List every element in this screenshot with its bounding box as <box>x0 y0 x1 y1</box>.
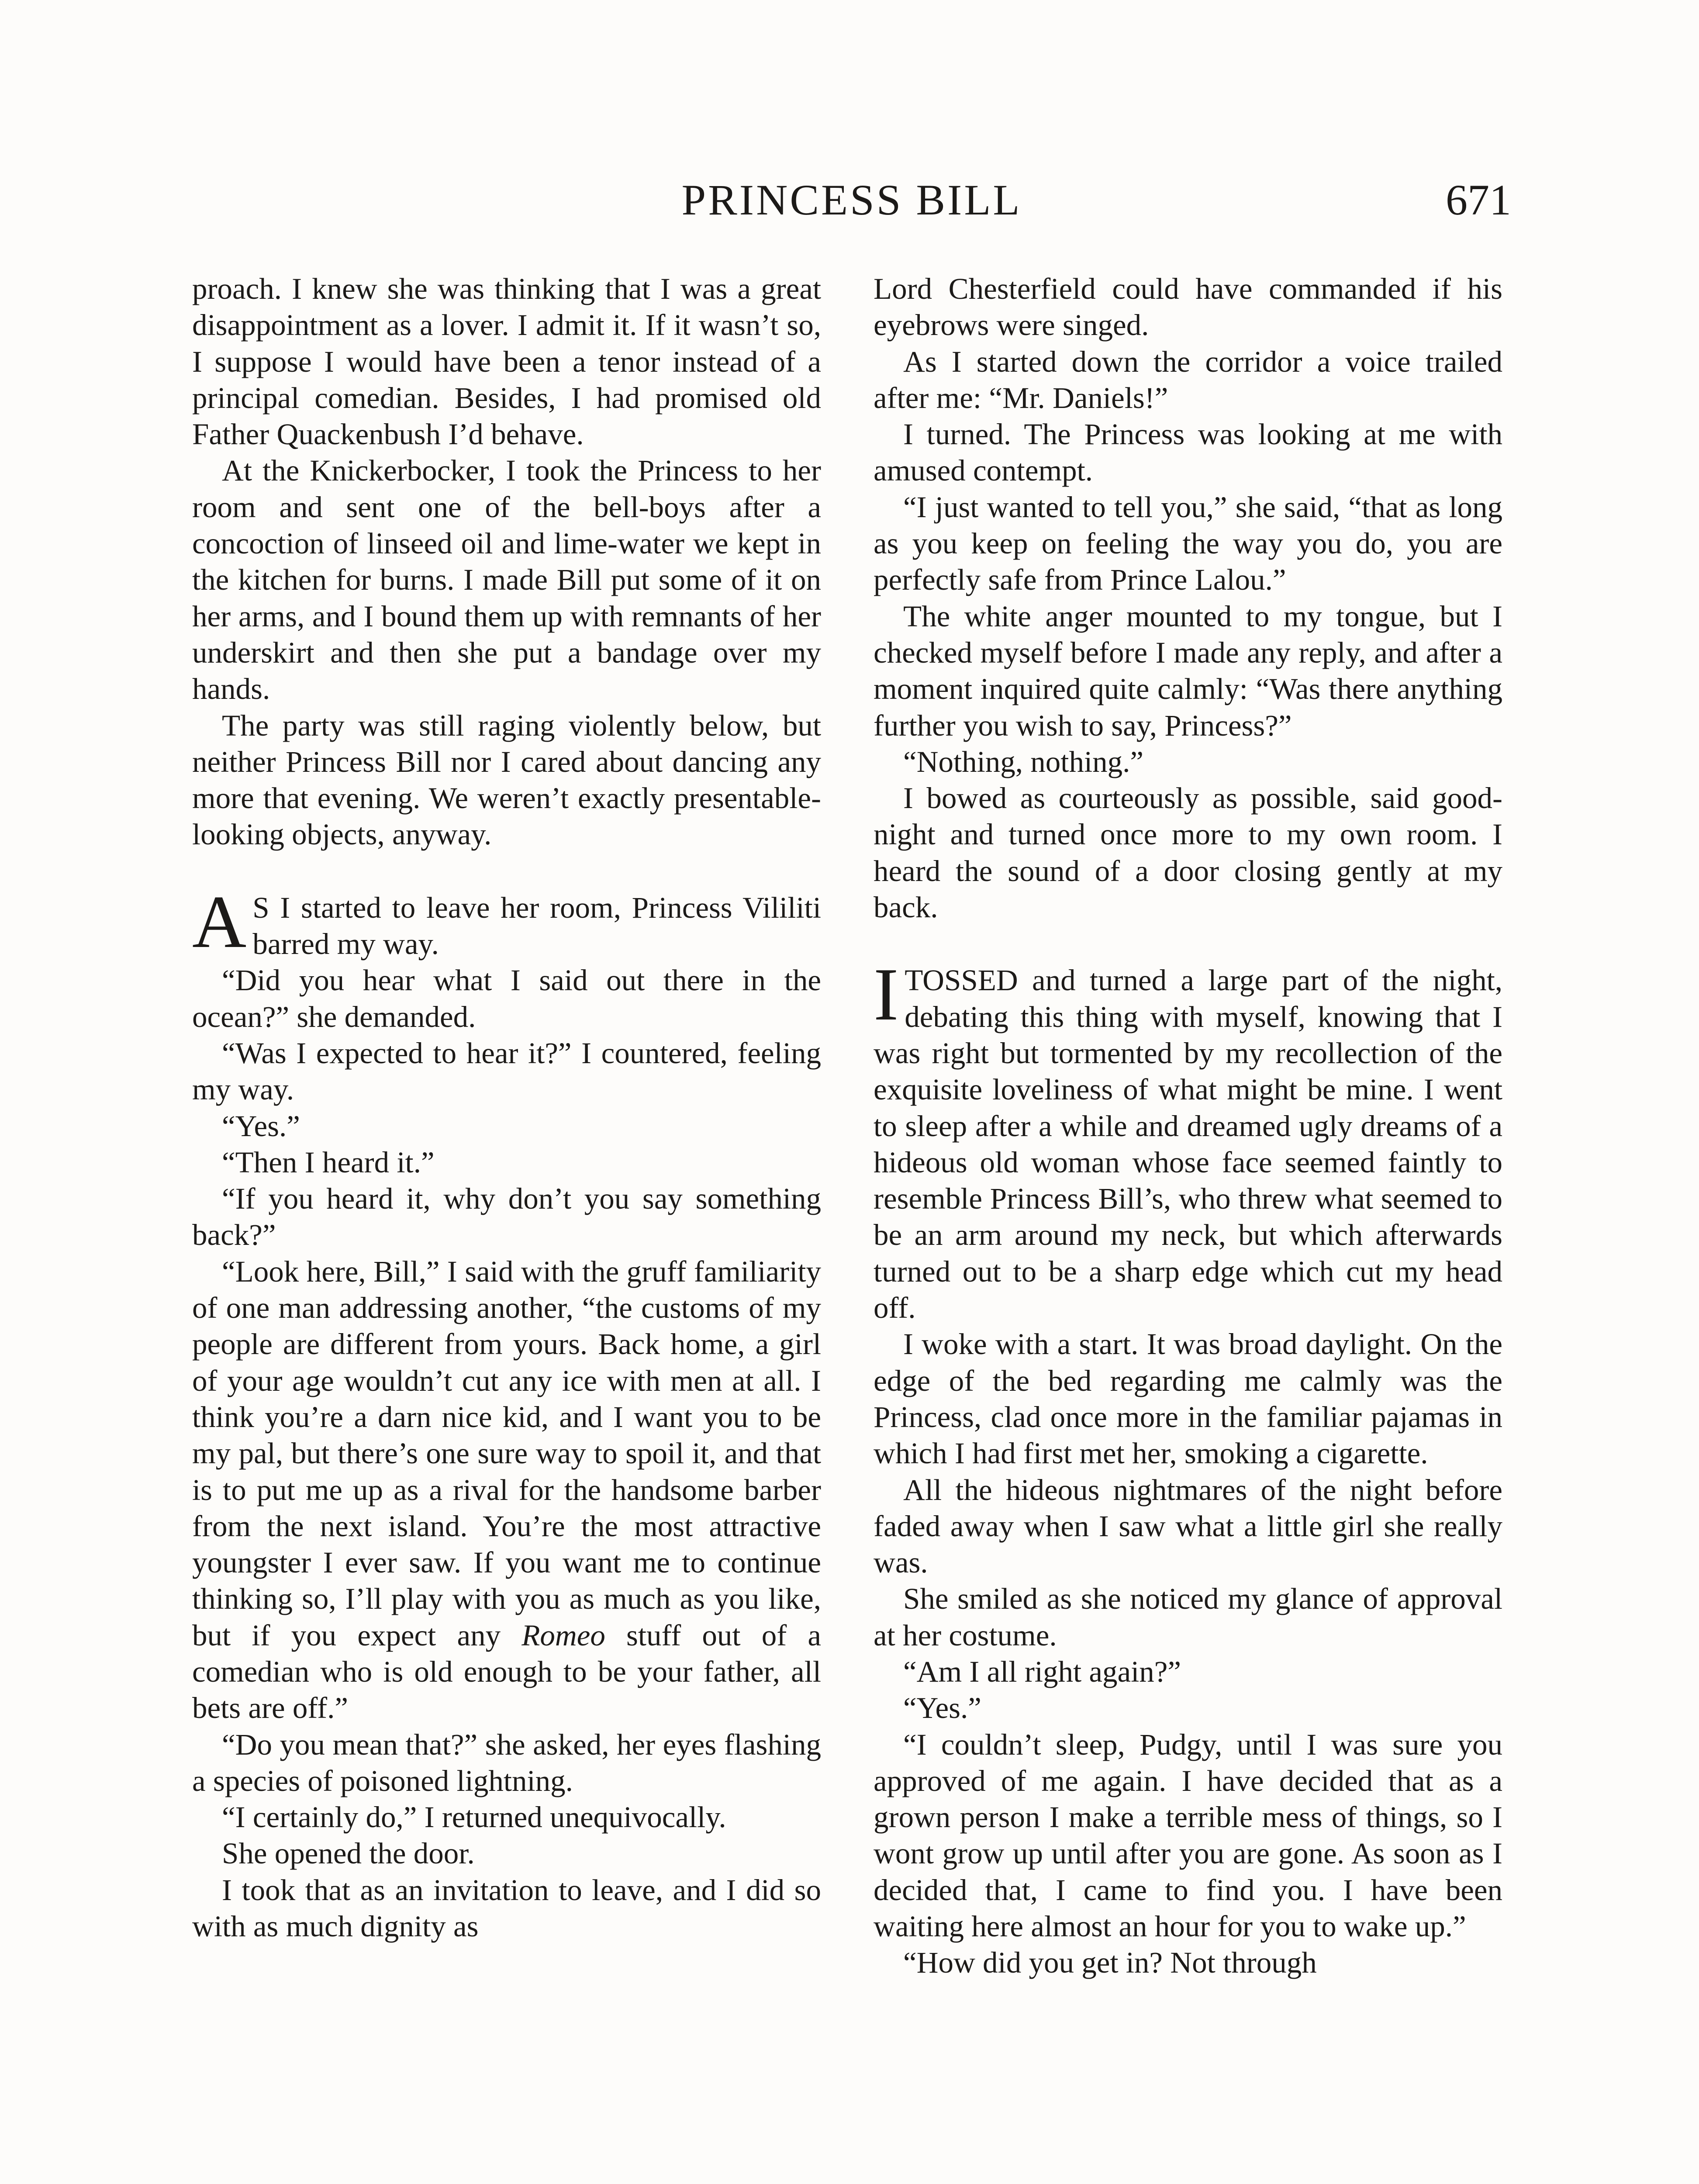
paragraph: “How did you get in? Not through <box>903 1946 1317 1980</box>
paragraph <box>874 953 1502 1326</box>
paragraph: At the Knickerbocker, I took the Princess to her room and sent one of the bell-boys after a concoction of linseed oil and lime-water we kept in the kitchen for burns. I made Bill put some of it on her arms, and I bound them up with remnants of her underskirt and then she put a bandage over my hands. <box>192 454 821 706</box>
paragraph: She opened the door. <box>222 1837 475 1870</box>
paragraph: Lord Chesterfield could have commanded if his eyebrows were singed. <box>874 272 1502 342</box>
paragraph: “Yes.” <box>222 1109 300 1143</box>
paragraph: “Then I heard it.” <box>222 1145 435 1179</box>
paragraph: “Nothing, nothing.” <box>903 745 1144 778</box>
running-title: PRINCESS BILL <box>681 176 1022 224</box>
section-break <box>874 926 1502 962</box>
paragraph: “Do you mean that?” she asked, her eyes flashing a species of poisoned lightning. <box>192 1728 821 1797</box>
paragraph: “If you heard it, why don’t you say something back?” <box>192 1182 821 1252</box>
italic-text: Romeo <box>521 1618 605 1652</box>
paragraph-text: “Look here, Bill,” I said with the gruff familiarity of one man addressing another, “the customs of my people are different from yours. Back home, a girl of your age wouldn’t cut any ice with men at all. I think you’re a darn nice kid, and I want you to be my pal, but there’s one sure way to spoil it, and that is to put me up as a rival for the handsome barber from the next island. You’re the most attractive youngster I ever saw. If you want me to continue thinking so, I’ll play with you as much as you like, but if you expect any <box>192 1254 821 1652</box>
paragraph: “I certainly do,” I returned unequivocally. <box>222 1800 726 1834</box>
paragraph <box>192 880 821 964</box>
drop-cap: A <box>192 880 247 964</box>
paragraph: I turned. The Princess was looking at me with amused contempt. <box>874 418 1502 487</box>
paragraph: “I just wanted to tell you,” she said, “that as long as you keep on feeling the way you do, you are perfectly safe from Prince Lalou.” <box>874 490 1502 597</box>
paragraph: The party was still raging violently below, but neither Princess Bill nor I cared about dancing any more that evening. We weren’t exactly presentable-looking objects, anyway. <box>192 708 821 851</box>
paragraph: She smiled as she noticed my glance of approval at her costume. <box>874 1582 1502 1652</box>
paragraph: proach. I knew she was thinking that I was a great disappointment as a lover. I admit it. If it wasn’t so, I suppose I would have been a tenor instead of a principal comedian. Besides, I had promised old Father Quackenbush I’d behave. <box>192 272 821 451</box>
paragraph: “Am I all right again?” <box>903 1655 1181 1688</box>
paragraph: The white anger mounted to my tongue, but I checked myself before I made any reply, and after a moment inquired quite calmly: “Was there anything further you wish to say, Princess?” <box>874 599 1502 742</box>
right-column <box>874 271 1502 1981</box>
paragraph: “Was I expected to hear it?” I countered, feeling my way. <box>192 1036 821 1106</box>
paragraph-text: S I started to leave her room, Princess Vililiti barred my way. <box>252 891 821 961</box>
section-break <box>192 853 821 890</box>
paragraph: I bowed as courteously as possible, said good-night and turned once more to my own room. I heard the sound of a door closing gently at my back. <box>874 781 1502 924</box>
page-header <box>192 175 1511 245</box>
paragraph: “I couldn’t sleep, Pudgy, until I was sure you approved of me again. I have decided that as a grown person I make a terrible mess of things, so I wont grow up until after you are gone. As soon as I decided that, I came to find you. I have been waiting here almost an hour for you to wake up.” <box>874 1728 1502 1943</box>
paragraph: All the hideous nightmares of the night before faded away when I saw what a little girl she really was. <box>874 1473 1502 1579</box>
paragraph: “Did you hear what I said out there in the ocean?” she demanded. <box>192 964 821 1033</box>
left-column <box>192 271 821 1945</box>
page-number: 671 <box>1446 176 1511 224</box>
paragraph: I took that as an invitation to leave, and I did so with as much dignity as <box>192 1873 821 1943</box>
paragraph: I woke with a start. It was broad daylight. On the edge of the bed regarding me calmly was the Princess, clad once more in the familiar pajamas in which I had first met her, smoking a cigarette. <box>874 1327 1502 1470</box>
paragraph-text: stuff out of a comedian who is old enough to be your father, all bets are off.” <box>192 1618 821 1725</box>
paragraph: As I started down the corridor a voice trailed after me: “Mr. Daniels!” <box>874 345 1502 415</box>
drop-cap: I <box>874 953 899 1037</box>
paragraph-text: TOSSED and turned a large part of the night, debating this thing with myself, knowing that I was right but tormented by my recollection of the exquisite loveliness of what might be mine. I went to sleep after a while and dreamed ugly dreams of a hideous old woman whose face seemed faintly to resemble Princess Bill’s, who threw what seemed to be an arm around my neck, but which afterwards turned out to be a sharp edge which cut my head off. <box>874 964 1502 1325</box>
paragraph: “Yes.” <box>903 1691 981 1725</box>
paragraph <box>192 1254 821 1727</box>
